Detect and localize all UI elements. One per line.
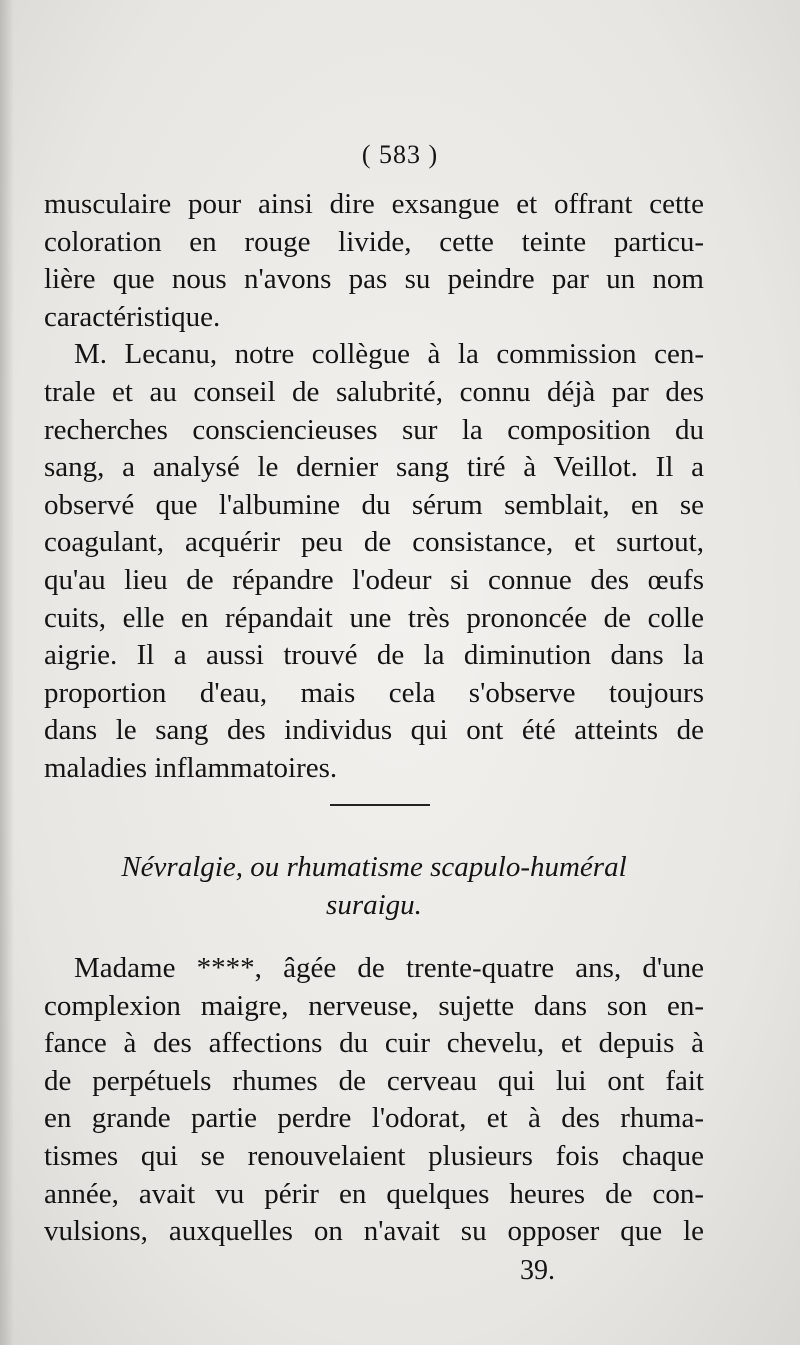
section-title-line-1: Névralgie, ou rhumatisme scapulo-huméral: [121, 851, 627, 883]
text-line: trale et au conseil de salubrité, connu déjà par des: [44, 375, 704, 408]
text-line: année, avait vu périr en quelques heures de con-: [44, 1177, 704, 1210]
text-line: fance à des affections du cuir chevelu, et depuis à: [44, 1027, 704, 1060]
text-line: M. Lecanu, notre collègue à la commission cen-: [74, 338, 704, 371]
text-line: caractéristique.: [44, 300, 221, 333]
section-divider: [330, 804, 430, 806]
text-line: coloration en rouge livide, cette teinte particu-: [44, 225, 704, 258]
text-line: en grande partie perdre l'odorat, et à des rhuma-: [44, 1102, 704, 1135]
text-line: proportion d'eau, mais cela s'observe toujours: [44, 676, 704, 709]
text-line: complexion maigre, nerveuse, sujette dans son en-: [44, 989, 704, 1022]
section-title-line-2: suraigu.: [326, 889, 422, 921]
text-line: maladies inflammatoires.: [44, 751, 338, 784]
text-line: vulsions, auxquelles on n'avait su opposer que le: [44, 1215, 704, 1248]
text-line: Madame ****, âgée de trente-quatre ans, d'une: [74, 952, 704, 984]
text-line: dans le sang des individus qui ont été atteints de: [44, 714, 704, 747]
paragraph-1: [44, 186, 704, 788]
paragraph-2: [44, 950, 704, 1251]
text-line: lière que nous n'avons pas su peindre par un nom: [44, 263, 704, 296]
text-line: cuits, elle en répandait une très prononcée de colle: [44, 601, 704, 634]
text-line: de perpétuels rhumes de cerveau qui lui ont fait: [44, 1064, 704, 1097]
text-line: aigrie. Il a aussi trouvé de la diminution dans la: [44, 639, 704, 672]
text-line: coagulant, acquérir peu de consistance, et surtout,: [44, 526, 704, 559]
text-line: recherches consciencieuses sur la composition du: [44, 413, 704, 446]
page-number: ( 583 ): [361, 140, 439, 169]
text-line: sang, a analysé le dernier sang tiré à Veillot. Il a: [44, 451, 704, 484]
page-edge-shadow: [0, 0, 14, 1345]
text-line: tismes qui se renouvelaient plusieurs fois chaque: [44, 1139, 704, 1172]
section-title: [44, 848, 704, 924]
signature-mark: 39.: [520, 1255, 555, 1286]
text-line: observé que l'albumine du sérum semblait, en se: [44, 488, 704, 521]
text-line: musculaire pour ainsi dire exsangue et offrant cette: [44, 188, 704, 220]
text-line: qu'au lieu de répandre l'odeur si connue des œufs: [44, 563, 704, 596]
